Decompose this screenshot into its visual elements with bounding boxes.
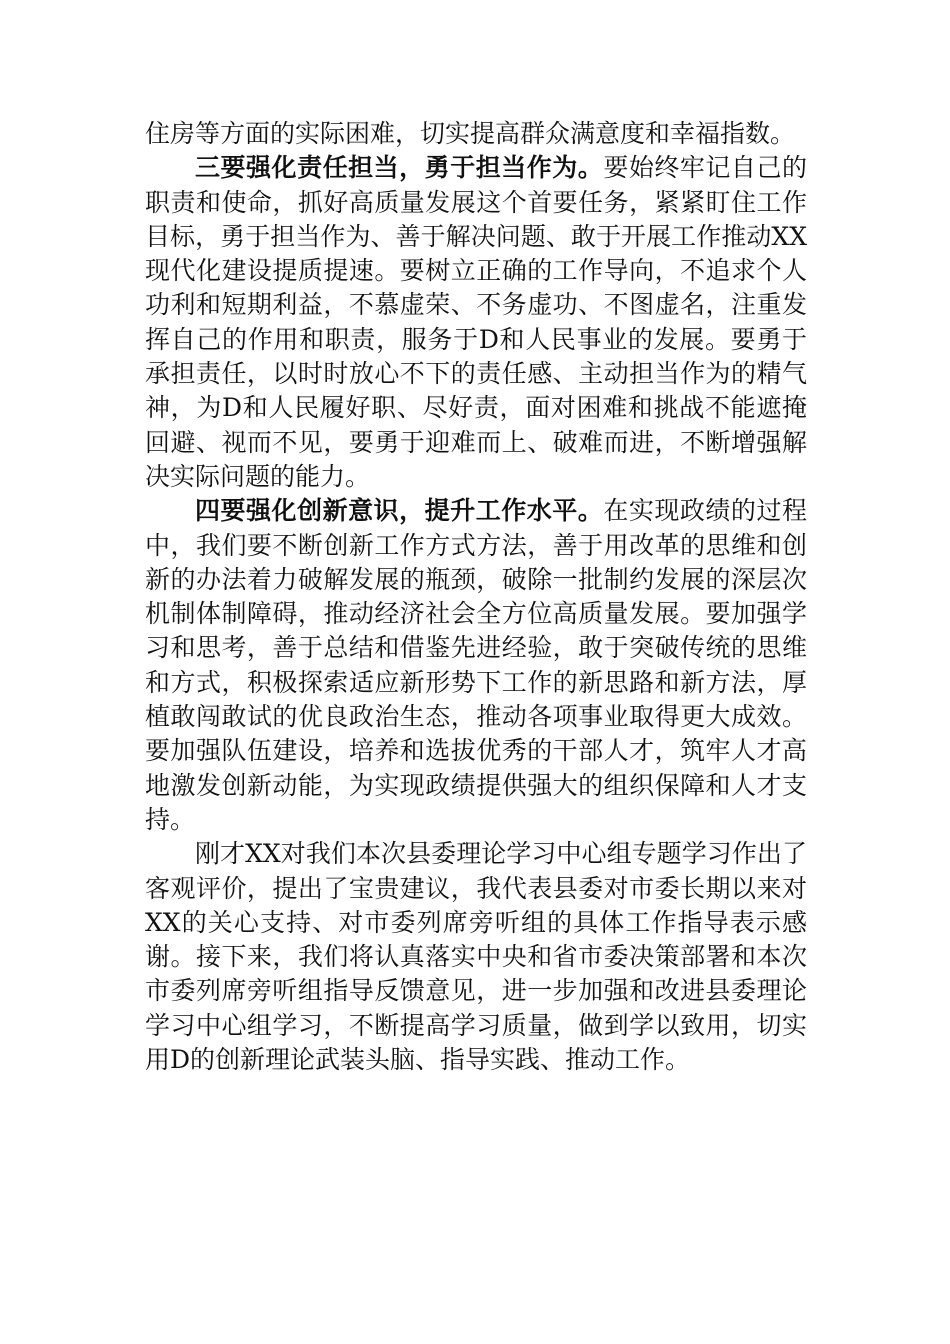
paragraph-text: 要始终牢记自己的职责和使命，抓好高质量发展这个首要任务，紧紧盯住工作目标，勇于担当作为、善于解决问题、敢于开展工作推动XX现代化建设提质提速。要树立正确的工作导向，不追求个人功利和短期利益，不慕虚荣、不务虚功、不图虚名，注重发挥自己的作用和职责，服务于D和人民事业的发展。要勇于承担责任，以时时放心不下的责任感、主动担当作为的精气神，为D和人民履好职、尽好责，面对困难和挑战不能遮掩回避、视而不见，要勇于迎难而上、破难而进，不断增强解决实际问题的能力。	[145, 153, 807, 491]
paragraph-text: 在实现政绩的过程中，我们要不断创新工作方式方法，善于用改革的思维和创新的办法着力破解发展的瓶颈，破除一批制约发展的深层次机制体制障碍，推动经济社会全方位高质量发展。要加强学习和思考，善于总结和借鉴先进经验，敢于突破传统的思维和方式，积极探索适应新形势下工作的新思路和新方法，厚植敢闯敢试的优良政治生态，推动各项事业取得更大成效。要加强队伍建设，培养和选拔优秀的干部人才，筑牢人才高地激发创新动能，为实现政绩提供强大的组织保障和人才支持。	[145, 496, 807, 834]
paragraph-responsibility	[145, 151, 807, 494]
paragraph-continued: 住房等方面的实际困难，切实提高群众满意度和幸福指数。	[145, 119, 796, 148]
paragraph-closing: 刚才XX对我们本次县委理论学习中心组专题学习作出了客观评价，提出了宝贵建议，我代表县委对市委长期以来对XX的关心支持、对市委列席旁听组的具体工作指导表示感谢。接下来，我们将认真落实中央和省市委决策部署和本次市委列席旁听组指导反馈意见，进一步加强和改进县委理论学习中心组学习，不断提高学习质量，做到学以致用，切实用D的创新理论武装头脑、指导实践、推动工作。	[145, 839, 807, 1075]
paragraph-innovation	[145, 494, 807, 837]
paragraph-lead: 三要强化责任担当，勇于担当作为。	[195, 153, 604, 183]
paragraph-lead: 四要强化创新意识，提升工作水平。	[195, 496, 604, 526]
document-body	[145, 117, 807, 1077]
